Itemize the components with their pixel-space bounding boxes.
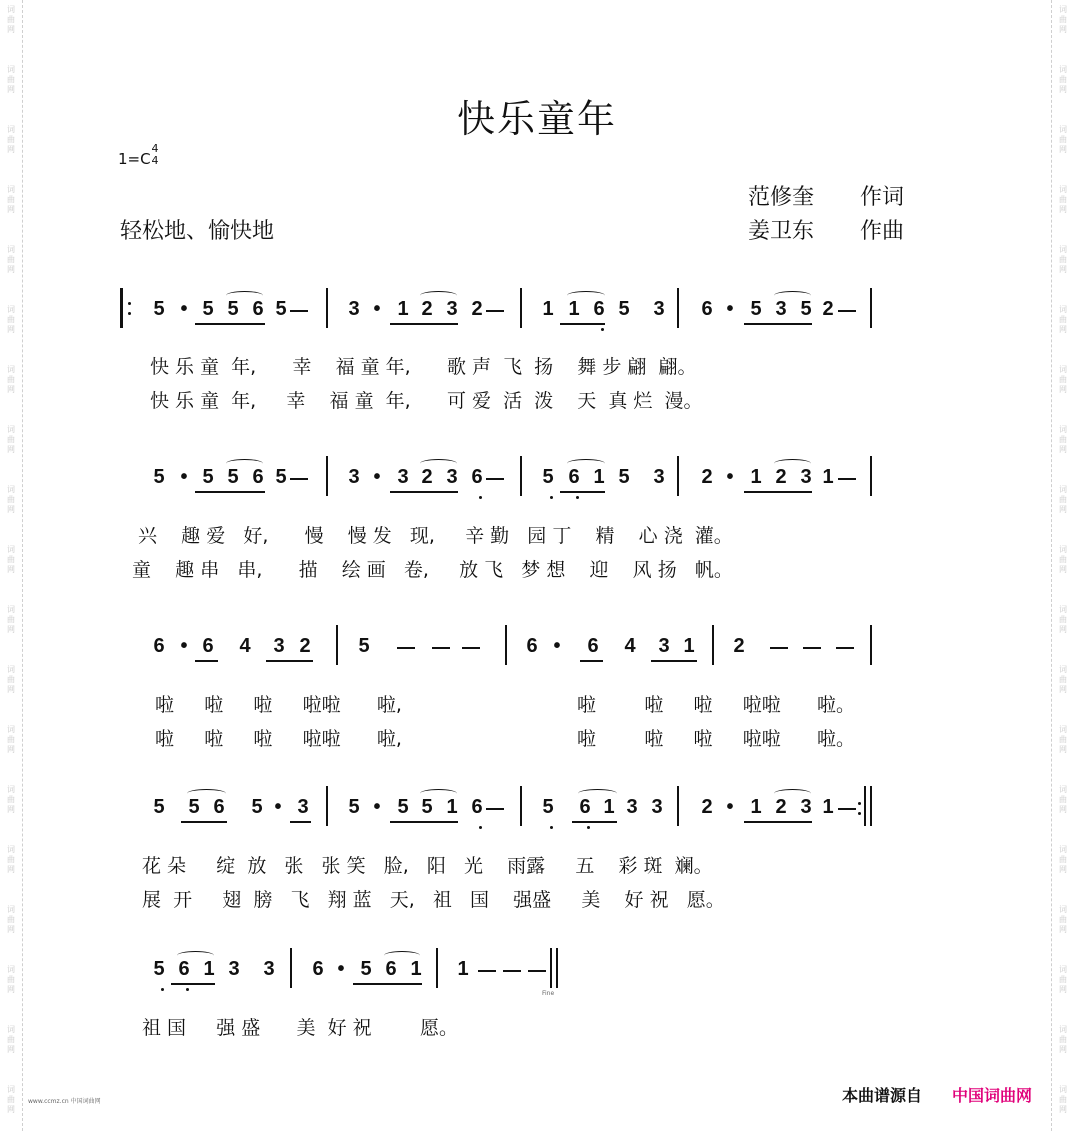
note: 5 bbox=[227, 298, 239, 320]
note: 2 bbox=[733, 635, 745, 657]
note: 1 bbox=[446, 796, 458, 818]
barline bbox=[870, 456, 872, 496]
note: 3 bbox=[348, 466, 360, 488]
note: 6 bbox=[587, 635, 599, 657]
lyricist-role: 作词 bbox=[860, 185, 905, 210]
note: 6 bbox=[178, 958, 190, 980]
lyric-line: 展 开 翅 膀 飞 翔 蓝 天, 祖 国 强盛 美 好 祝 愿。 bbox=[142, 889, 725, 911]
note: 6 bbox=[252, 466, 264, 488]
song-title: 快乐童年 bbox=[456, 97, 617, 141]
watermark-text: 词 曲 网 bbox=[7, 665, 15, 694]
note: 1 bbox=[750, 796, 762, 818]
note: 5 bbox=[153, 796, 165, 818]
augmentation-dot: • bbox=[726, 796, 734, 818]
note: 1 bbox=[568, 298, 580, 320]
note: 2 bbox=[421, 298, 433, 320]
barline bbox=[326, 288, 328, 328]
watermark-text: 词 曲 网 bbox=[1059, 965, 1067, 994]
note: 6 bbox=[568, 466, 580, 488]
composer-role: 作曲 bbox=[860, 219, 905, 244]
watermark-text: 词 曲 网 bbox=[1059, 785, 1067, 814]
octave-dot-below bbox=[550, 496, 553, 499]
note: 5 bbox=[188, 796, 200, 818]
note: 6 bbox=[471, 466, 483, 488]
lyric-line: 祖 国 强 盛 美 好 祝 愿。 bbox=[142, 1017, 458, 1039]
sustain-dash bbox=[290, 478, 308, 480]
beam-underline bbox=[290, 821, 311, 823]
barline bbox=[436, 948, 438, 988]
note: 5 bbox=[153, 298, 165, 320]
barline bbox=[864, 786, 866, 826]
watermark-text: 词 曲 网 bbox=[1059, 125, 1067, 154]
beam-underline bbox=[353, 983, 376, 985]
note: 1 bbox=[410, 958, 422, 980]
augmentation-dot: • bbox=[726, 298, 734, 320]
watermark-text: 词 曲 网 bbox=[1059, 665, 1067, 694]
note: 2 bbox=[471, 298, 483, 320]
note: 3 bbox=[775, 298, 787, 320]
note: 1 bbox=[397, 298, 409, 320]
watermark-text: 词 曲 网 bbox=[1059, 65, 1067, 94]
site-name-link[interactable]: 中国词曲网 bbox=[952, 1086, 1033, 1105]
note: 1 bbox=[457, 958, 469, 980]
note: 5 bbox=[542, 796, 554, 818]
note: 2 bbox=[775, 796, 787, 818]
beam-underline bbox=[390, 821, 412, 823]
repeat-dot bbox=[858, 812, 861, 815]
note: 3 bbox=[653, 298, 665, 320]
watermark-text: 词 曲 网 bbox=[7, 905, 15, 934]
sustain-dash bbox=[503, 970, 521, 972]
note: 3 bbox=[348, 298, 360, 320]
note: 2 bbox=[822, 298, 834, 320]
augmentation-dot: • bbox=[180, 298, 188, 320]
barline bbox=[290, 948, 292, 988]
slur-tie bbox=[578, 789, 617, 798]
left-watermark-strip bbox=[0, 0, 23, 1131]
note: 5 bbox=[358, 635, 370, 657]
sustain-dash bbox=[486, 808, 504, 810]
note: 3 bbox=[297, 796, 309, 818]
note: 1 bbox=[683, 635, 695, 657]
note: 2 bbox=[701, 466, 713, 488]
barline bbox=[870, 625, 872, 665]
note: 3 bbox=[446, 298, 458, 320]
slur-tie bbox=[187, 789, 226, 798]
octave-dot-below bbox=[550, 826, 553, 829]
note: 3 bbox=[446, 466, 458, 488]
sustain-dash bbox=[432, 647, 450, 649]
note: 5 bbox=[275, 466, 287, 488]
octave-dot-below bbox=[479, 496, 482, 499]
repeat-dot bbox=[128, 312, 131, 315]
note: 5 bbox=[348, 796, 360, 818]
note: 6 bbox=[153, 635, 165, 657]
watermark-text: 词 曲 网 bbox=[1059, 485, 1067, 514]
note: 4 bbox=[239, 635, 251, 657]
note: 3 bbox=[273, 635, 285, 657]
watermark-text: 词 曲 网 bbox=[7, 245, 15, 274]
note: 4 bbox=[624, 635, 636, 657]
barline bbox=[336, 625, 338, 665]
repeat-dot bbox=[128, 302, 131, 305]
watermark-text: 词 曲 网 bbox=[7, 545, 15, 574]
watermark-text: 词 曲 网 bbox=[1059, 245, 1067, 274]
barline bbox=[520, 288, 522, 328]
note: 6 bbox=[213, 796, 225, 818]
note: 2 bbox=[421, 466, 433, 488]
note: 6 bbox=[701, 298, 713, 320]
beam-underline bbox=[572, 821, 617, 823]
barline bbox=[505, 625, 507, 665]
lyricist-name: 范修奎 bbox=[748, 185, 815, 210]
repeat-dot bbox=[858, 802, 861, 805]
beam-underline bbox=[195, 323, 218, 325]
note: 5 bbox=[251, 796, 263, 818]
augmentation-dot: • bbox=[337, 958, 345, 980]
beam-underline bbox=[390, 323, 412, 325]
watermark-text: 词 曲 网 bbox=[1059, 545, 1067, 574]
note: 3 bbox=[800, 796, 812, 818]
watermark-text: 词 曲 网 bbox=[1059, 365, 1067, 394]
note: 5 bbox=[153, 466, 165, 488]
lyric-line: 啦 啦 啦 啦啦 啦, 啦 啦 啦 啦啦 啦。 bbox=[155, 694, 855, 716]
watermark-text: 词 曲 网 bbox=[7, 305, 15, 334]
note: 6 bbox=[252, 298, 264, 320]
composer-name: 姜卫东 bbox=[748, 219, 815, 244]
sustain-dash bbox=[838, 310, 856, 312]
note: 5 bbox=[360, 958, 372, 980]
note: 1 bbox=[822, 466, 834, 488]
note: 1 bbox=[542, 298, 554, 320]
slur-tie bbox=[774, 459, 811, 468]
slur-tie bbox=[420, 789, 457, 798]
watermark-text: 词 曲 网 bbox=[7, 1085, 15, 1114]
sustain-dash bbox=[803, 647, 821, 649]
sustain-dash bbox=[462, 647, 480, 649]
note: 6 bbox=[471, 796, 483, 818]
note: 3 bbox=[397, 466, 409, 488]
note: 5 bbox=[227, 466, 239, 488]
watermark-text: 词 曲 网 bbox=[1059, 1025, 1067, 1054]
note: 3 bbox=[626, 796, 638, 818]
beam-underline bbox=[744, 491, 766, 493]
note: 5 bbox=[202, 466, 214, 488]
note: 1 bbox=[603, 796, 615, 818]
slur-tie bbox=[226, 291, 263, 300]
note: 6 bbox=[579, 796, 591, 818]
watermark-text: 词 曲 网 bbox=[7, 845, 15, 874]
beam-underline bbox=[651, 660, 697, 662]
augmentation-dot: • bbox=[373, 298, 381, 320]
barline bbox=[870, 786, 872, 826]
augmentation-dot: • bbox=[180, 635, 188, 657]
note: 5 bbox=[618, 466, 630, 488]
slur-tie bbox=[384, 951, 420, 960]
note: 1 bbox=[750, 466, 762, 488]
beam-underline bbox=[390, 491, 412, 493]
sustain-dash bbox=[486, 310, 504, 312]
slur-tie bbox=[177, 951, 214, 960]
octave-dot-below bbox=[576, 496, 579, 499]
key-signature: 1=C bbox=[118, 150, 151, 168]
note: 6 bbox=[593, 298, 605, 320]
watermark-text: 词 曲 网 bbox=[7, 65, 15, 94]
barline bbox=[550, 948, 552, 988]
fine-marking: Fine bbox=[542, 990, 555, 997]
note: 5 bbox=[750, 298, 762, 320]
barline bbox=[326, 786, 328, 826]
note: 2 bbox=[701, 796, 713, 818]
watermark-text: 词 曲 网 bbox=[7, 365, 15, 394]
augmentation-dot: • bbox=[274, 796, 282, 818]
note: 3 bbox=[228, 958, 240, 980]
augmentation-dot: • bbox=[373, 796, 381, 818]
tempo-marking: 轻松地、愉快地 bbox=[120, 219, 275, 244]
barline bbox=[677, 786, 679, 826]
watermark-text: 词 曲 网 bbox=[1059, 425, 1067, 454]
barline bbox=[870, 288, 872, 328]
watermark-text: 词 曲 网 bbox=[1059, 725, 1067, 754]
barline bbox=[556, 948, 558, 988]
note: 1 bbox=[593, 466, 605, 488]
watermark-text: 词 曲 网 bbox=[1059, 905, 1067, 934]
lyric-line: 兴 趣 爱 好, 慢 慢 发 现, 辛 勤 园 丁 精 心 浇 灌。 bbox=[138, 525, 733, 547]
barline bbox=[520, 456, 522, 496]
repeat-start-bar bbox=[120, 288, 123, 328]
note: 6 bbox=[202, 635, 214, 657]
sustain-dash bbox=[838, 478, 856, 480]
sustain-dash bbox=[478, 970, 496, 972]
right-watermark-strip bbox=[1051, 0, 1074, 1131]
note: 6 bbox=[385, 958, 397, 980]
octave-dot-below bbox=[587, 826, 590, 829]
note: 3 bbox=[651, 796, 663, 818]
watermark-text: 词 曲 网 bbox=[7, 965, 15, 994]
watermark-text: 词 曲 网 bbox=[7, 1025, 15, 1054]
octave-dot-below bbox=[186, 988, 189, 991]
barline bbox=[712, 625, 714, 665]
slur-tie bbox=[774, 789, 811, 798]
augmentation-dot: • bbox=[373, 466, 381, 488]
note: 3 bbox=[653, 466, 665, 488]
augmentation-dot: • bbox=[726, 466, 734, 488]
watermark-text: 词 曲 网 bbox=[1059, 305, 1067, 334]
watermark-text: 词 曲 网 bbox=[1059, 605, 1067, 634]
footer-tiny-text: www.ccmz.cn 中国词曲网 bbox=[28, 1098, 101, 1105]
note: 5 bbox=[397, 796, 409, 818]
note: 2 bbox=[775, 466, 787, 488]
beam-underline bbox=[560, 491, 605, 493]
watermark-text: 词 曲 网 bbox=[7, 125, 15, 154]
beam-underline bbox=[560, 323, 605, 325]
lyric-line: 快 乐 童 年, 幸 福 童 年, 可 爱 活 泼 天 真 烂 漫。 bbox=[150, 390, 703, 412]
sustain-dash bbox=[486, 478, 504, 480]
sustain-dash bbox=[838, 808, 856, 810]
watermark-text: 词 曲 网 bbox=[7, 5, 15, 34]
barline bbox=[326, 456, 328, 496]
note: 3 bbox=[800, 466, 812, 488]
barline bbox=[677, 288, 679, 328]
note: 6 bbox=[312, 958, 324, 980]
watermark-text: 词 曲 网 bbox=[1059, 1085, 1067, 1114]
beam-underline bbox=[744, 821, 766, 823]
watermark-text: 词 曲 网 bbox=[7, 485, 15, 514]
note: 2 bbox=[299, 635, 311, 657]
slur-tie bbox=[774, 291, 811, 300]
source-label: 本曲谱源自 bbox=[842, 1086, 923, 1105]
beam-underline bbox=[171, 983, 215, 985]
sustain-dash bbox=[836, 647, 854, 649]
slur-tie bbox=[567, 459, 605, 468]
lyric-line: 童 趣 串 串, 描 绘 画 卷, 放 飞 梦 想 迎 风 扬 帆。 bbox=[132, 559, 733, 581]
note: 5 bbox=[153, 958, 165, 980]
note: 5 bbox=[618, 298, 630, 320]
watermark-text: 词 曲 网 bbox=[7, 785, 15, 814]
barline bbox=[677, 456, 679, 496]
note: 3 bbox=[263, 958, 275, 980]
beam-underline bbox=[266, 660, 313, 662]
slur-tie bbox=[226, 459, 263, 468]
sustain-dash bbox=[770, 647, 788, 649]
octave-dot-below bbox=[479, 826, 482, 829]
slur-tie bbox=[567, 291, 605, 300]
watermark-text: 词 曲 网 bbox=[1059, 5, 1067, 34]
watermark-text: 词 曲 网 bbox=[1059, 185, 1067, 214]
note: 6 bbox=[526, 635, 538, 657]
beam-underline bbox=[580, 660, 603, 662]
beam-underline bbox=[195, 491, 218, 493]
sustain-dash bbox=[528, 970, 546, 972]
slur-tie bbox=[420, 459, 457, 468]
watermark-text: 词 曲 网 bbox=[1059, 845, 1067, 874]
watermark-text: 词 曲 网 bbox=[7, 605, 15, 634]
time-signature: 4 4 bbox=[151, 142, 159, 167]
lyric-line: 啦 啦 啦 啦啦 啦, 啦 啦 啦 啦啦 啦。 bbox=[155, 728, 855, 750]
barline bbox=[520, 786, 522, 826]
beam-underline bbox=[181, 821, 227, 823]
slur-tie bbox=[420, 291, 457, 300]
note: 5 bbox=[275, 298, 287, 320]
note: 3 bbox=[658, 635, 670, 657]
note: 5 bbox=[542, 466, 554, 488]
beam-underline bbox=[195, 660, 218, 662]
lyric-line: 快 乐 童 年, 幸 福 童 年, 歌 声 飞 扬 舞 步 翩 翩。 bbox=[150, 356, 697, 378]
note: 5 bbox=[800, 298, 812, 320]
augmentation-dot: • bbox=[553, 635, 561, 657]
watermark-text: 词 曲 网 bbox=[7, 425, 15, 454]
note: 1 bbox=[203, 958, 215, 980]
octave-dot-below bbox=[161, 988, 164, 991]
sustain-dash bbox=[290, 310, 308, 312]
beam-underline bbox=[744, 323, 766, 325]
octave-dot-below bbox=[601, 328, 604, 331]
lyric-line: 花 朵 绽 放 张 张 笑 脸, 阳 光 雨露 五 彩 斑 斓。 bbox=[142, 855, 713, 877]
sustain-dash bbox=[397, 647, 415, 649]
watermark-text: 词 曲 网 bbox=[7, 185, 15, 214]
note: 5 bbox=[421, 796, 433, 818]
watermark-text: 词 曲 网 bbox=[7, 725, 15, 754]
note: 1 bbox=[822, 796, 834, 818]
augmentation-dot: • bbox=[180, 466, 188, 488]
note: 5 bbox=[202, 298, 214, 320]
